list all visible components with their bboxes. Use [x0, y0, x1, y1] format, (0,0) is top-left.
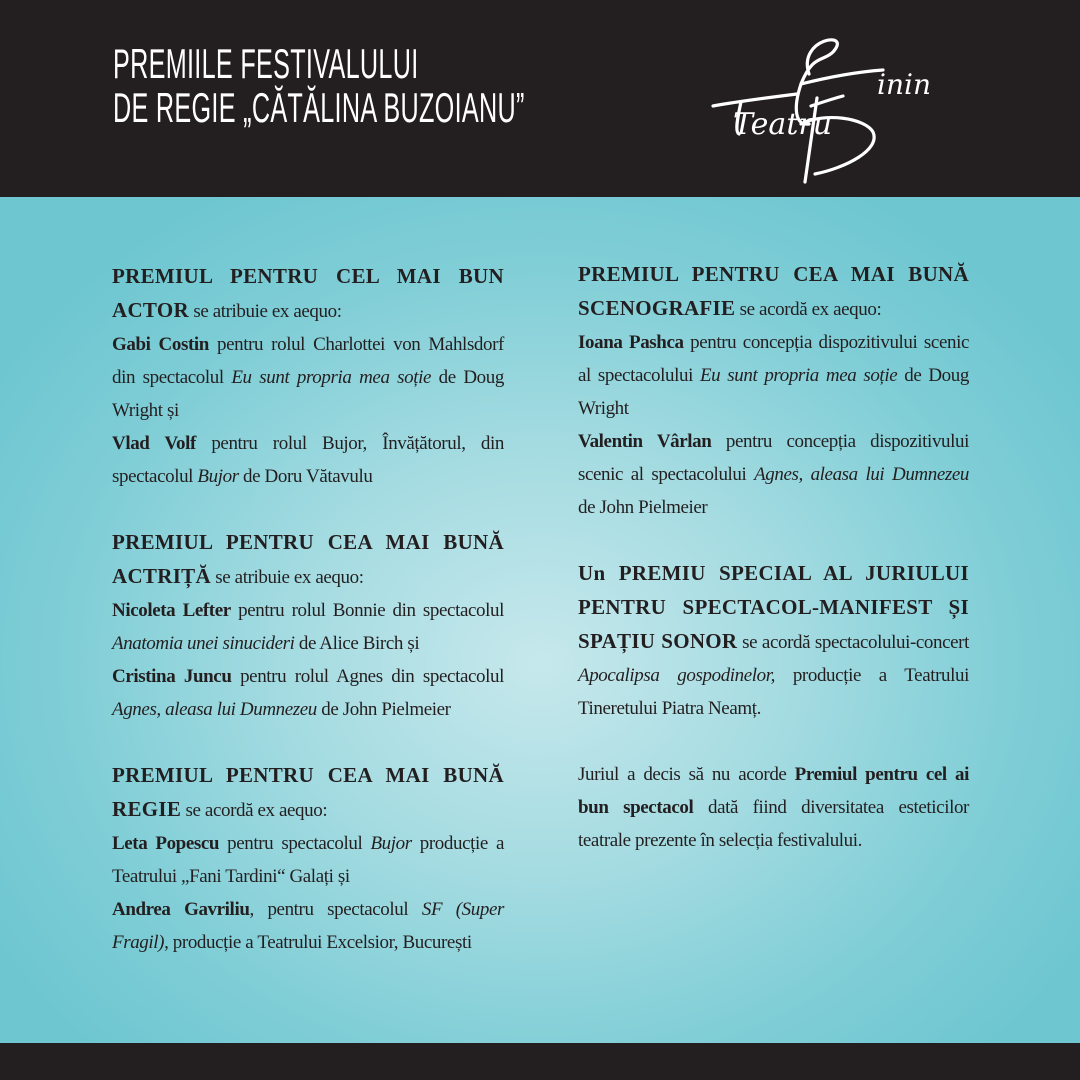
play-title: Anatomia unei sinucideri: [112, 633, 295, 654]
title-line-1: PREMIILE FESTIVALULUI: [113, 40, 419, 87]
winner-text: pentru concepția dispozitivului scenic al spectacolului: [578, 431, 969, 485]
award-actor-line: [112, 294, 504, 328]
winner-text: de Doug Wright: [578, 365, 969, 419]
winner-text: de Doug Wright și: [112, 367, 504, 421]
logo-word-teatru: Teatru: [733, 107, 833, 142]
winner-text: de Alice Birch și: [294, 633, 420, 654]
award-scenography: [578, 258, 969, 292]
left-column: [112, 260, 504, 959]
award-direction-heading: PREMIUL PENTRU CEA MAI BUNĂ: [112, 763, 504, 787]
winner-text: , pentru spectacolul: [249, 899, 422, 920]
award-actor-winner-1: [112, 328, 504, 427]
winner-name: Nicoleta Lefter: [112, 600, 231, 621]
jury-note-award: Premiul pentru cel ai bun spectacol: [578, 764, 969, 818]
logo-word-feminin: inin: [877, 68, 931, 101]
winner-text: pentru spectacolul: [219, 833, 371, 854]
award-actress-heading: PREMIUL PENTRU CEA MAI BUNĂ ACTRIȚĂ: [112, 530, 504, 588]
award-actress-winner-1: [112, 594, 504, 660]
page-title: [113, 42, 525, 130]
winner-text: pentru rolul Agnes din spectacolul: [231, 666, 504, 687]
footer-bar: [0, 1043, 1080, 1080]
winner-name: Cristina Juncu: [112, 666, 232, 687]
play-title: Eu sunt propria mea soție: [231, 367, 432, 388]
right-column: [578, 258, 969, 857]
winner-name: Vlad Volf: [112, 433, 196, 454]
play-title: Eu sunt propria mea soție: [699, 365, 898, 386]
winner-text: pentru rolul Bonnie din spectacolul: [230, 600, 504, 621]
award-direction: [112, 759, 504, 793]
award-scenography-heading: PREMIUL PENTRU CEA MAI BUNĂ: [578, 262, 969, 286]
play-title: Bujor: [370, 833, 412, 854]
award-special-text: producție a Teatrului Tineretului Piatra Neamț.: [578, 665, 969, 719]
award-actor: [112, 260, 504, 294]
winner-text: de John Pielmeier: [316, 699, 451, 720]
header-bar: [0, 0, 1080, 197]
award-special-lead: Un: [578, 561, 606, 585]
award-scenography-winner-1: [578, 326, 969, 425]
winner-name: Valentin Vârlan: [578, 431, 712, 452]
winner-name: Andrea Gavriliu: [112, 899, 250, 920]
award-actress-winner-2: [112, 660, 504, 726]
winner-text: de John Pielmeier: [578, 497, 708, 518]
jury-note: [578, 758, 969, 857]
award-actor-heading-2: ACTOR: [112, 298, 189, 322]
award-special-text: se acordă spectacolului-concert: [737, 632, 969, 653]
winner-name: Ioana Pashca: [578, 332, 684, 353]
award-scenography-winner-2: [578, 425, 969, 524]
award-actress: [112, 526, 504, 594]
award-scenography-tail: se acordă ex aequo:: [735, 299, 882, 320]
award-actor-tail: se atribuie ex aequo:: [188, 301, 342, 322]
jury-note-text: dată fiind diversitatea esteticilor teatrale prezente în selecția festivalului.: [578, 797, 969, 851]
winner-text: producție a Teatrului „Fani Tardini“ Galați și: [112, 833, 504, 887]
award-actor-winner-2: [112, 427, 504, 493]
play-title: Agnes, aleasa lui Dumnezeu: [112, 699, 317, 720]
play-title: Agnes, aleasa lui Dumnezeu: [754, 464, 970, 485]
award-scenography-line: [578, 292, 969, 326]
winner-text: , producție a Teatrului Excelsior, București: [164, 932, 472, 953]
winner-name: Leta Popescu: [112, 833, 220, 854]
award-direction-line: [112, 793, 504, 827]
award-actress-tail: se atribuie ex aequo:: [210, 567, 364, 588]
play-title: Apocalipsa gospodinelor,: [578, 665, 776, 686]
play-title: SF (Super Fragil): [112, 899, 504, 953]
award-scenography-heading-2: SCENOGRAFIE: [578, 296, 736, 320]
award-special-heading: PREMIU SPECIAL AL JURIULUI PENTRU SPECTACOL-MANIFEST ȘI SPAȚIU SONOR: [578, 561, 969, 653]
winner-text: de Doru Vătavulu: [238, 466, 373, 487]
award-direction-winner-2: [112, 893, 504, 959]
award-direction-heading-2: REGIE: [112, 797, 182, 821]
award-direction-tail: se acordă ex aequo:: [181, 800, 328, 821]
award-direction-winner-1: [112, 827, 504, 893]
winner-text: pentru rolul Bujor, Învățătorul, din spectacolul: [112, 433, 504, 487]
jury-note-text: Juriul a decis să nu acorde: [578, 764, 795, 785]
winner-name: Gabi Costin: [112, 334, 209, 355]
play-title: Bujor: [197, 466, 239, 487]
award-actor-heading: PREMIUL PENTRU CEL MAI BUN: [112, 264, 504, 288]
winner-text: pentru rolul Charlottei von Mahlsdorf din spectacolul: [112, 334, 504, 388]
winner-text: pentru concepția dispozitivului scenic al spectacolului: [578, 332, 969, 386]
award-special: [578, 557, 969, 725]
teatru-feminin-logo: [705, 28, 985, 188]
title-line-2: DE REGIE „CĂTĂLINA BUZOIANU”: [113, 84, 525, 131]
